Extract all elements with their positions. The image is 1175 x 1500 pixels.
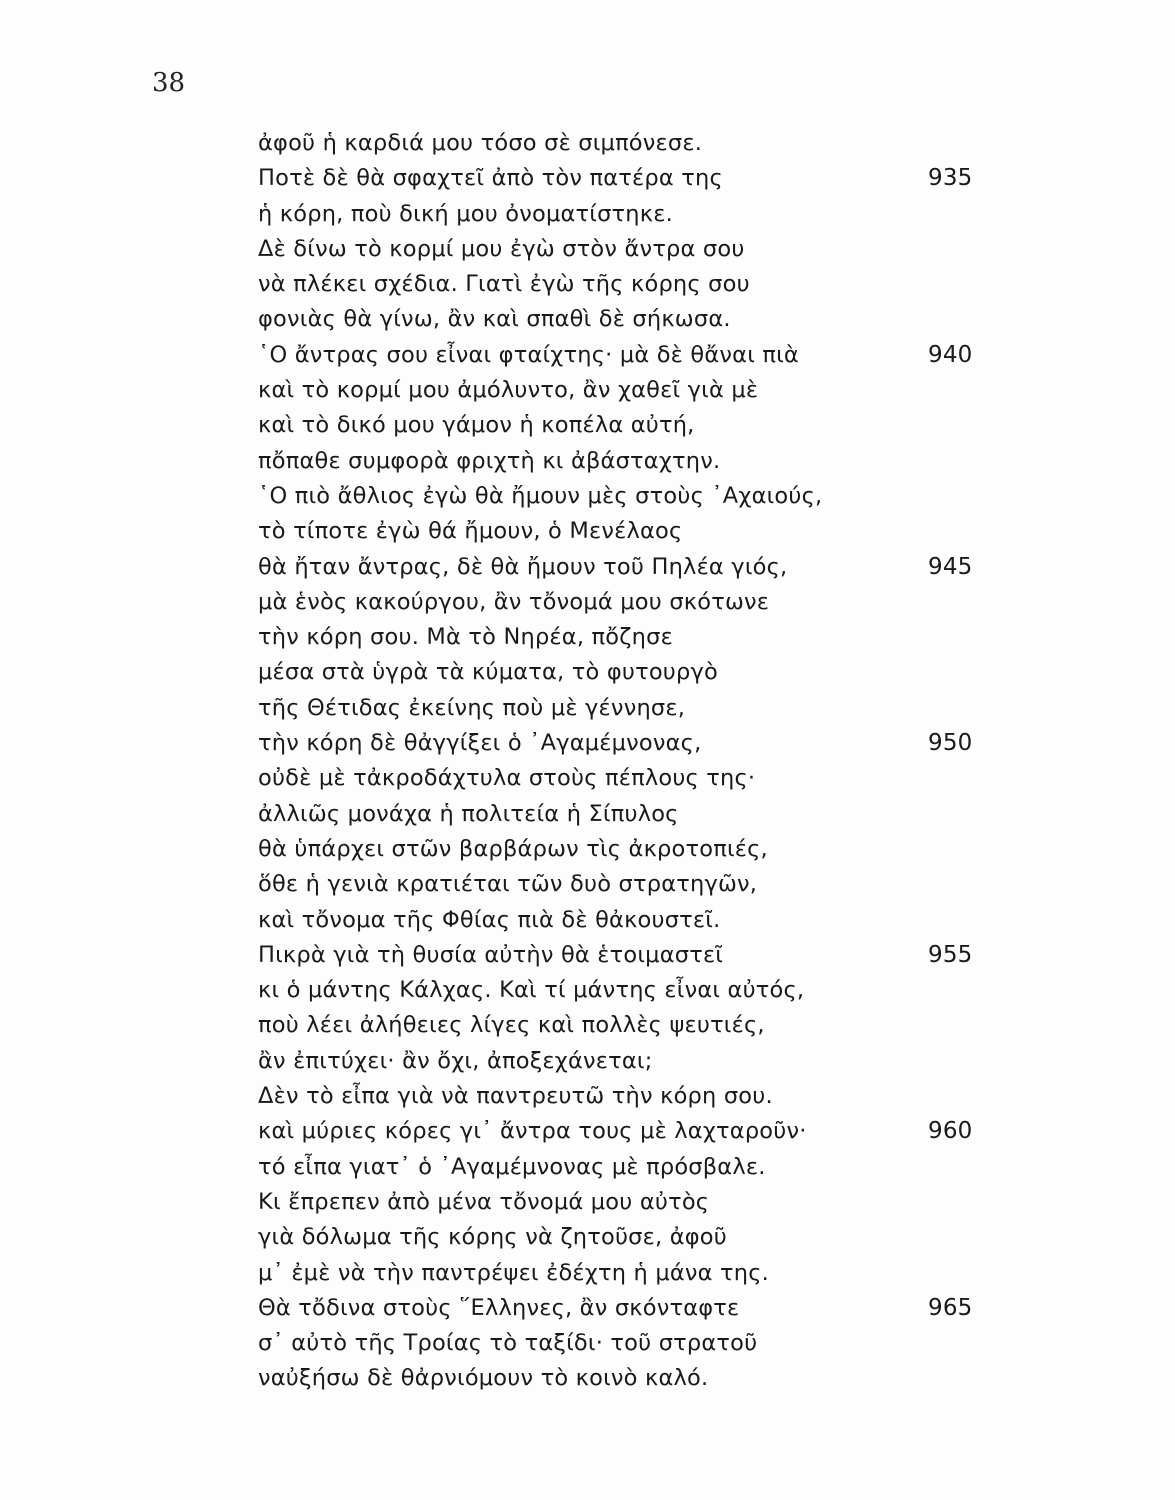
verse-text: θὰ ἤταν ἄντρας, δὲ θὰ ἤμουν τοῦ Πηλέα γιός, [258,553,788,580]
verse-text: τὸ τίποτε ἐγὼ θά ἤμουν, ὁ Μενέλαος [258,518,683,545]
verse-line [258,232,978,267]
verse-line [258,1291,978,1326]
verse-text: κι ὁ μάντης Κάλχας. Καὶ τί μάντης εἶναι αὐτός, [258,977,805,1004]
verse-line [258,655,978,690]
verse-line [258,444,978,479]
line-number: 960 [928,1118,973,1145]
verse-line [258,550,978,585]
verse-text: θὰ ὑπάρχει στῶν βαρβάρων τὶς ἀκροτοπιές, [258,835,768,862]
verse-line [258,1008,978,1043]
verse-text: ἂν ἐπιτύχει· ἂν ὄχι, ἀποξεχάνεται; [258,1047,653,1074]
verse-line [258,1256,978,1291]
verse-line [258,832,978,867]
verse-line [258,1185,978,1220]
verse-text: καὶ τὄνομα τῆς Φθίας πιὰ δὲ θἀκουστεῖ. [258,906,721,933]
verse-line [258,514,978,549]
line-number: 945 [928,553,973,580]
verse-line [258,1079,978,1114]
verse-text: Θὰ τὄδινα στοὺς ῞Ελληνες, ἂν σκόνταφτε [258,1294,740,1321]
verse-text: τὴν κόρη σου. Μὰ τὸ Νηρέα, πὄζησε [258,624,673,651]
verse-line [258,726,978,761]
verse-text: ἀφοῦ ἡ καρδιά μου τόσο σὲ σιμπόνεσε. [258,130,703,156]
verse-text: Δὲ δίνω τὸ κορμί μου ἐγὼ στὸν ἄντρα σου [258,235,745,262]
verse-text: ναὐξήσω δὲ θἀρνιόμουν τὸ κοινὸ καλό. [258,1365,709,1392]
verse-line [258,620,978,655]
verse-line [258,867,978,902]
verse-text: οὐδὲ μὲ τἀκροδάχτυλα στοὺς πέπλους της· [258,765,756,792]
verse-text: καὶ μύριες κόρες γι᾿ ἄντρα τους μὲ λαχταροῦν· [258,1118,807,1145]
verse-text: ὅθε ἡ γενιὰ κρατιέται τῶν δυὸ στρατηγῶν, [258,871,758,898]
verse-text: τὴν κόρη δὲ θἀγγίξει ὁ ᾿Αγαμέμνονας, [258,730,702,757]
verse-line [258,408,978,443]
verse-line [258,197,978,232]
verse-text: φονιὰς θὰ γίνω, ἂν καὶ σπαθὶ δὲ σήκωσα. [258,306,731,333]
verse-line [258,938,978,973]
verse-text: καὶ τὸ κορμί μου ἀμόλυντο, ἂν χαθεῖ γιὰ μὲ [258,377,759,404]
verse-line [258,161,978,196]
verse-line [258,797,978,832]
verse-text: τῆς Θέτιδας ἐκείνης ποὺ μὲ γέννησε, [258,694,686,721]
verse-text: Κι ἔπρεπεν ἀπὸ μένα τὄνομά μου αὐτὸς [258,1188,710,1215]
verse-line [258,267,978,302]
line-number: 950 [928,730,973,757]
verse-text: ποὺ λέει ἀλήθειες λίγες καὶ πολλὲς ψευτιές, [258,1012,765,1039]
verse-line [258,1044,978,1079]
verse-line [258,903,978,938]
verse-line [258,1361,978,1396]
verse-line [258,338,978,373]
page-number: 38 [152,68,186,98]
verse-text: τό εἶπα γιατ᾿ ὁ ᾿Αγαμέμνονας μὲ πρόσβαλε. [258,1153,766,1180]
line-number: 965 [928,1294,973,1321]
verse-text: ῾Ο πιὸ ἄθλιος ἐγὼ θὰ ἤμουν μὲς στοὺς ᾿Αχαιούς, [258,482,823,509]
line-number: 940 [928,341,973,368]
verse-text: Δὲν τὸ εἶπα γιὰ νὰ παντρευτῶ τὴν κόρη σου. [258,1083,773,1110]
verse-block [258,126,978,1397]
verse-text: Ποτὲ δὲ θὰ σφαχτεῖ ἀπὸ τὸν πατέρα της [258,165,723,192]
verse-line [258,126,978,161]
verse-text: ῾Ο ἄντρας σου εἶναι φταίχτης· μὰ δὲ θἄναι πιὰ [258,341,799,368]
verse-text: γιὰ δόλωμα τῆς κόρης νὰ ζητοῦσε, ἀφοῦ [258,1224,727,1251]
verse-line [258,973,978,1008]
verse-line [258,761,978,796]
verse-line [258,1114,978,1149]
verse-line [258,1220,978,1255]
verse-line [258,691,978,726]
verse-line [258,479,978,514]
line-number: 955 [928,941,973,968]
verse-text: μέσα στὰ ὑγρὰ τὰ κύματα, τὸ φυτουργὸ [258,659,718,686]
verse-line [258,302,978,337]
verse-line [258,585,978,620]
verse-text: ἀλλιῶς μονάχα ἡ πολιτεία ἡ Σίπυλος [258,800,679,827]
verse-line [258,1326,978,1361]
verse-text: νὰ πλέκει σχέδια. Γιατὶ ἐγὼ τῆς κόρης σου [258,271,750,298]
verse-line [258,373,978,408]
line-number: 935 [928,165,973,192]
verse-text: μ᾿ ἐμὲ νὰ τὴν παντρέψει ἐδέχτη ἡ μάνα της. [258,1259,770,1286]
verse-text: Πικρὰ γιὰ τὴ θυσία αὐτὴν θὰ ἑτοιμαστεῖ [258,941,724,968]
verse-text: σ᾿ αὐτὸ τῆς Τροίας τὸ ταξίδι· τοῦ στρατοῦ [258,1330,758,1357]
verse-text: πὄπαθε συμφορὰ φριχτὴ κι ἀβάσταχτην. [258,447,721,474]
verse-text: μὰ ἑνὸς κακούργου, ἂν τὄνομά μου σκότωνε [258,588,770,615]
verse-text: καὶ τὸ δικό μου γάμον ἡ κοπέλα αὐτή, [258,412,695,439]
verse-text: ἡ κόρη, ποὺ δική μου ὀνοματίστηκε. [258,200,673,227]
verse-line [258,1150,978,1185]
